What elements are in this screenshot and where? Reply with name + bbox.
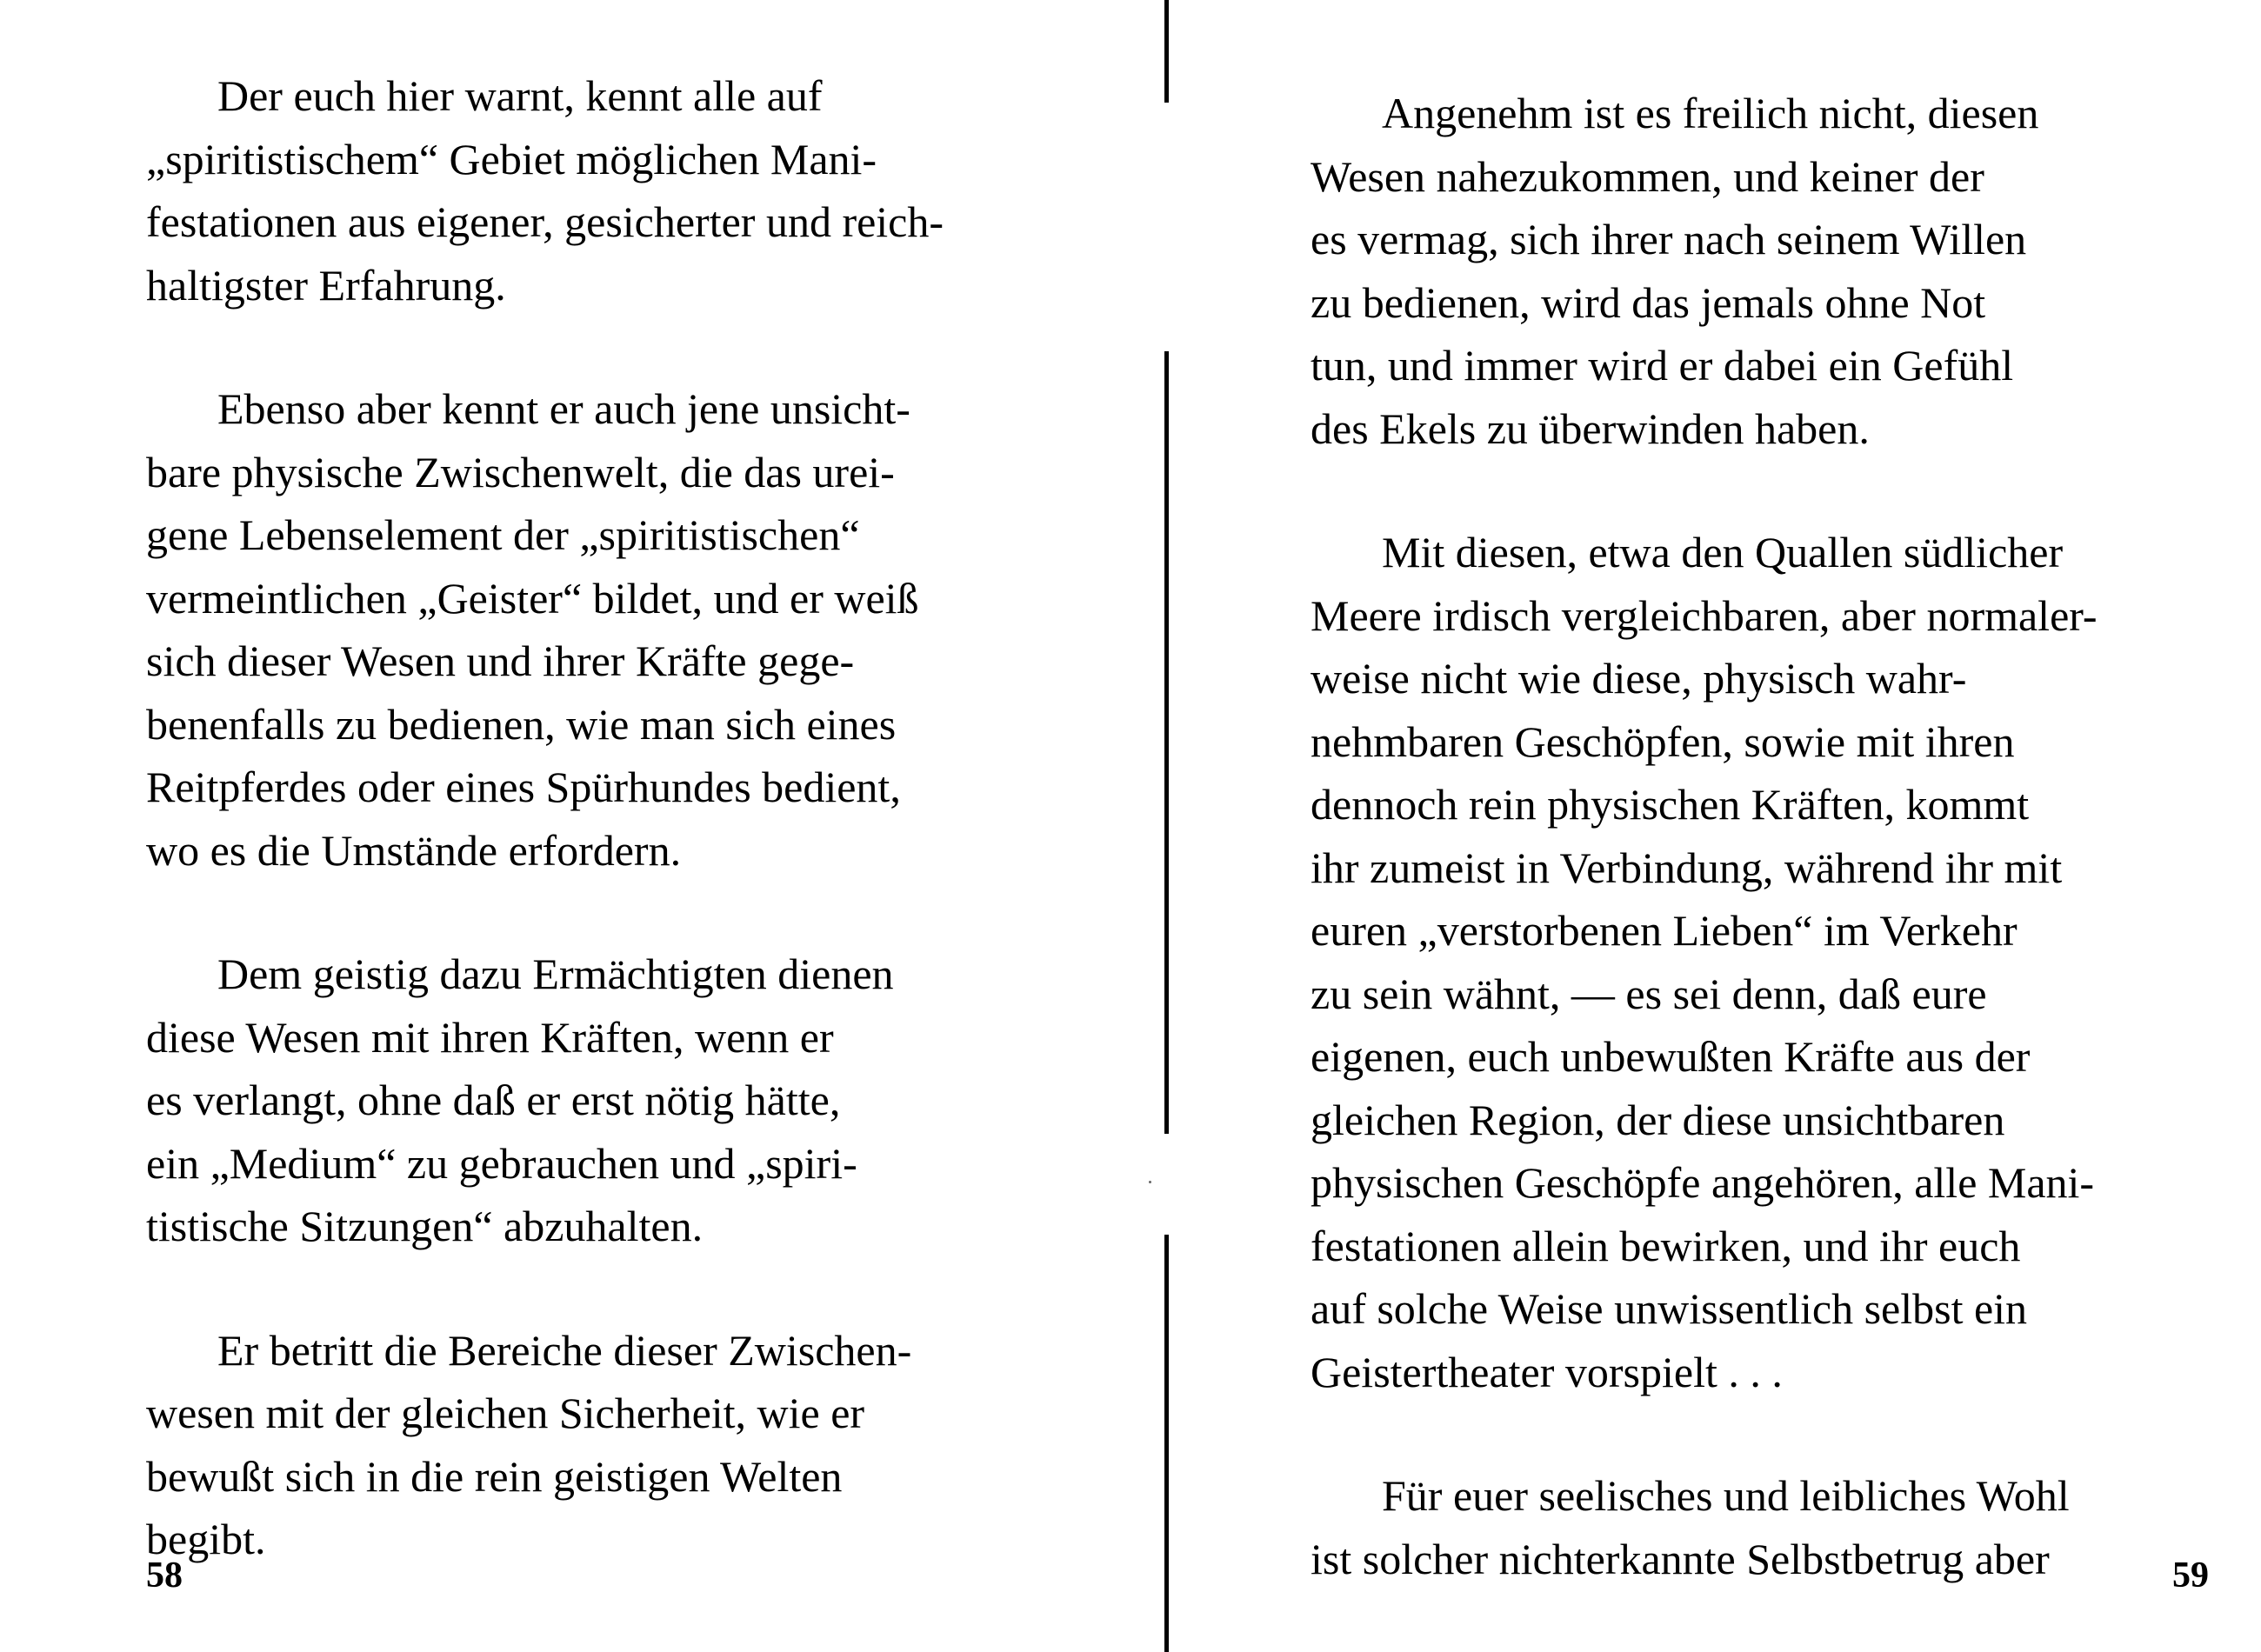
text-line: wo es die Umstände erfordern. [146, 825, 682, 875]
text-line: physischen Geschöpfe angehören, alle Mani- [1311, 1158, 2095, 1207]
paragraph [146, 943, 1040, 1258]
text-line: begibt. [146, 1515, 266, 1563]
text-line: auf solche Weise unwissentlich selbst ein [1311, 1284, 2028, 1333]
paragraph [146, 64, 1040, 316]
scan-speck [1149, 1181, 1151, 1183]
text-line: benenfalls zu bedienen, wie man sich eines [146, 699, 897, 749]
text-line: Dem geistig dazu Ermächtigten dienen [217, 949, 894, 998]
text-line: Für euer seelisches und leibliches Wohl [1382, 1471, 2070, 1520]
paragraph [1311, 521, 2213, 1403]
text-line: vermeintlichen „Geister“ bildet, und er weiß [146, 573, 919, 623]
text-line: es vermag, sich ihrer nach seinem Willen [1311, 215, 2027, 263]
text-line: wesen mit der gleichen Sicherheit, wie er [146, 1389, 865, 1437]
text-line: ihr zumeist in Verbindung, während ihr mit [1311, 843, 2063, 892]
text-line: tun, und immer wird er dabei ein Gefühl [1311, 341, 2014, 390]
gutter-segment [1164, 1235, 1169, 1652]
text-line: Wesen nahezukommen, und keiner der [1311, 151, 1984, 201]
text-line: bewußt sich in die rein geistigen Welten [146, 1451, 843, 1501]
paragraph [1311, 82, 2213, 460]
text-line: Mit diesen, etwa den Quallen südlicher [1382, 528, 2064, 576]
text-line: gleichen Region, der diese unsichtbaren [1311, 1095, 2005, 1144]
right-page [1171, 0, 2261, 1652]
text-line: ein „Medium“ zu gebrauchen und „spiri- [146, 1138, 857, 1188]
text-line: „spiritistischem“ Gebiet möglichen Mani- [146, 134, 877, 183]
paragraph [146, 1319, 1040, 1571]
page-number: 58 [146, 1555, 183, 1595]
text-line: ist solcher nichterkannte Selbstbetrug aber [1311, 1534, 2050, 1583]
gutter-segment [1164, 0, 1169, 103]
text-line: Ebenso aber kennt er auch jene unsicht- [217, 384, 910, 433]
paragraph [1311, 1464, 2213, 1590]
text-line: weise nicht wie diese, physisch wahr- [1311, 654, 1967, 703]
text-line: zu bedienen, wird das jemals ohne Not [1311, 277, 1986, 327]
text-line: des Ekels zu überwinden haben. [1311, 403, 1870, 453]
text-line: dennoch rein physischen Kräften, kommt [1311, 780, 2030, 829]
text-line: euren „verstorbenen Lieben“ im Verkehr [1311, 906, 2018, 955]
text-line: Der euch hier warnt, kennt alle auf [217, 71, 823, 120]
text-line: Angenehm ist es freilich nicht, diesen [1382, 89, 2039, 137]
text-line: haltigster Erfahrung. [146, 260, 506, 310]
page-number: 59 [2172, 1555, 2209, 1595]
text-line: tistische Sitzungen“ abzuhalten. [146, 1202, 704, 1250]
gutter-segment [1164, 351, 1169, 1134]
text-line: sich dieser Wesen und ihrer Kräfte gege- [146, 636, 855, 685]
left-page-text [146, 64, 1040, 1571]
text-line: Meere irdisch vergleichbaren, aber normaler- [1311, 590, 2098, 640]
text-line: zu sein wähnt, — es sei denn, daß eure [1311, 969, 1987, 1018]
text-line: Geistertheater vorspielt . . . [1311, 1347, 1783, 1396]
right-page-text [1311, 82, 2213, 1590]
text-line: Reitpferdes oder eines Spürhundes bedient, [146, 763, 901, 811]
text-line: diese Wesen mit ihren Kräften, wenn er [146, 1012, 834, 1062]
paragraph [146, 377, 1040, 882]
text-line: gene Lebenselement der „spiritistischen“ [146, 510, 860, 559]
text-line: nehmbaren Geschöpfen, sowie mit ihren [1311, 716, 2015, 766]
text-line: festationen aus eigener, gesicherter und reich- [146, 197, 944, 246]
text-line: es verlangt, ohne daß er erst nötig hätte, [146, 1076, 841, 1124]
text-line: eigenen, euch unbewußten Kräfte aus der [1311, 1032, 2031, 1081]
text-line: festationen allein bewirken, und ihr euch [1311, 1221, 2021, 1270]
text-line: Er betritt die Bereiche dieser Zwischen- [217, 1325, 912, 1375]
text-line: bare physische Zwischenwelt, die das urei- [146, 447, 895, 496]
binding-gutter [1164, 0, 1169, 1652]
